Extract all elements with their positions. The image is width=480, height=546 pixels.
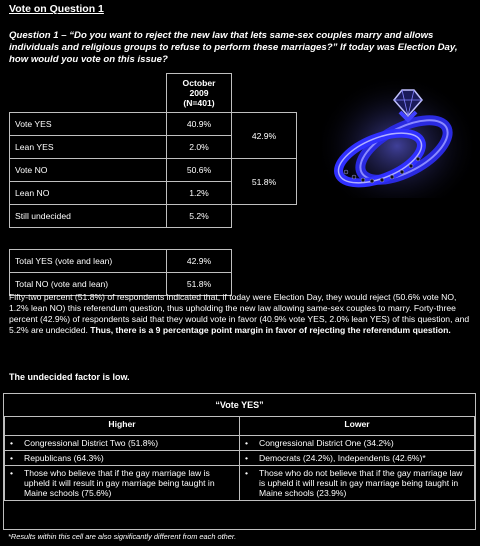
header-blank-right bbox=[232, 74, 297, 113]
question-text: Question 1 – “Do you want to reject the new law that lets same-sex couples marry and allows individuals and religious groups to refuse to perform these marriages?” If today was Election Day, how would you vote on this issue? bbox=[9, 30, 458, 65]
list-item bbox=[244, 438, 470, 448]
spacer bbox=[167, 228, 232, 250]
row-label: Still undecided bbox=[10, 205, 167, 228]
summary-text: Fifty-two percent (51.8%) of respondents indicated that, if today were Election Day, they would reject (50.6% vote NO, 1.2% lean NO) this referendum question, thus upholding the new law allowing same-sex couples to marry. Forty-three percent (42.9%) of respondents said that they would vote in favor (40.9% vote YES, 2.0% lean YES) of this question, and 5.2% are undecided. bbox=[9, 292, 470, 335]
row-value: 1.2% bbox=[167, 182, 232, 205]
bullet: • bbox=[245, 468, 249, 478]
list-item bbox=[244, 453, 470, 463]
bullet: • bbox=[10, 468, 14, 478]
table-row bbox=[10, 205, 297, 228]
row-value: 5.2% bbox=[167, 205, 232, 228]
empty-cell bbox=[232, 250, 297, 273]
table-row bbox=[5, 466, 475, 501]
table-row bbox=[10, 113, 297, 136]
row-label: Lean YES bbox=[10, 136, 167, 159]
list-item bbox=[244, 468, 470, 498]
spacer bbox=[232, 228, 297, 250]
combined-no: 51.8% bbox=[232, 159, 297, 205]
table-row bbox=[5, 436, 475, 451]
combined-yes: 42.9% bbox=[232, 113, 297, 159]
table-row bbox=[10, 250, 297, 273]
item-text: Those who believe that if the gay marriage law is upheld it will result in gay marriage being taught in Maine schools (75.6%) bbox=[24, 468, 215, 498]
higher-cell bbox=[5, 436, 240, 451]
lower-cell bbox=[240, 451, 475, 466]
list-item bbox=[9, 468, 235, 498]
total-label: Total NO (vote and lean) bbox=[10, 273, 167, 296]
lower-header: Lower bbox=[240, 417, 475, 436]
summary-bold-text: Thus, there is a 9 percentage point margin in favor of rejecting the referendum question. bbox=[90, 325, 451, 335]
row-label: Vote NO bbox=[10, 159, 167, 182]
row-value: 2.0% bbox=[167, 136, 232, 159]
item-text: Democrats (24.2%), Independents (42.6%)* bbox=[259, 453, 426, 463]
bullet: • bbox=[10, 438, 14, 448]
lower-cell bbox=[240, 436, 475, 451]
spacer bbox=[10, 228, 167, 250]
item-text: Those who do not believe that if the gay marriage law is upheld it will result in gay marriage being taught in Maine schools (23.9%) bbox=[259, 468, 463, 498]
spacer-row bbox=[10, 228, 297, 250]
wedding-rings-image bbox=[322, 68, 472, 198]
vote-yes-table bbox=[4, 416, 475, 501]
higher-cell bbox=[5, 451, 240, 466]
list-item bbox=[9, 438, 235, 448]
page-title: Vote on Question 1 bbox=[9, 3, 104, 15]
vote-yes-box bbox=[3, 393, 476, 541]
row-label: Lean NO bbox=[10, 182, 167, 205]
total-value: 42.9% bbox=[167, 250, 232, 273]
item-text: Congressional District One (34.2%) bbox=[259, 438, 394, 448]
bullet: • bbox=[245, 453, 249, 463]
table-row bbox=[10, 159, 297, 182]
table-row bbox=[5, 451, 475, 466]
higher-header: Higher bbox=[5, 417, 240, 436]
column-header bbox=[167, 74, 232, 113]
total-value: 51.8% bbox=[167, 273, 232, 296]
empty-cell bbox=[232, 205, 297, 228]
vote-yes-title: “Vote YES” bbox=[215, 400, 264, 410]
header-n: (N=401) bbox=[183, 98, 215, 108]
bullet: • bbox=[10, 453, 14, 463]
results-table bbox=[9, 73, 297, 296]
lower-cell bbox=[240, 466, 475, 501]
item-text: Republicans (64.3%) bbox=[24, 453, 104, 463]
total-label: Total YES (vote and lean) bbox=[10, 250, 167, 273]
row-label: Vote YES bbox=[10, 113, 167, 136]
summary-paragraph bbox=[9, 292, 471, 336]
undecided-heading: The undecided factor is low. bbox=[9, 372, 130, 382]
header-blank bbox=[10, 74, 167, 113]
footnote: *Results within this cell are also significantly different from each other. bbox=[8, 532, 237, 541]
row-value: 50.6% bbox=[167, 159, 232, 182]
header-year: 2009 bbox=[189, 88, 209, 98]
list-item bbox=[9, 453, 235, 463]
item-text: Congressional District Two (51.8%) bbox=[24, 438, 159, 448]
header-month: October bbox=[182, 78, 216, 88]
row-value: 40.9% bbox=[167, 113, 232, 136]
bullet: • bbox=[245, 438, 249, 448]
higher-cell bbox=[5, 466, 240, 501]
